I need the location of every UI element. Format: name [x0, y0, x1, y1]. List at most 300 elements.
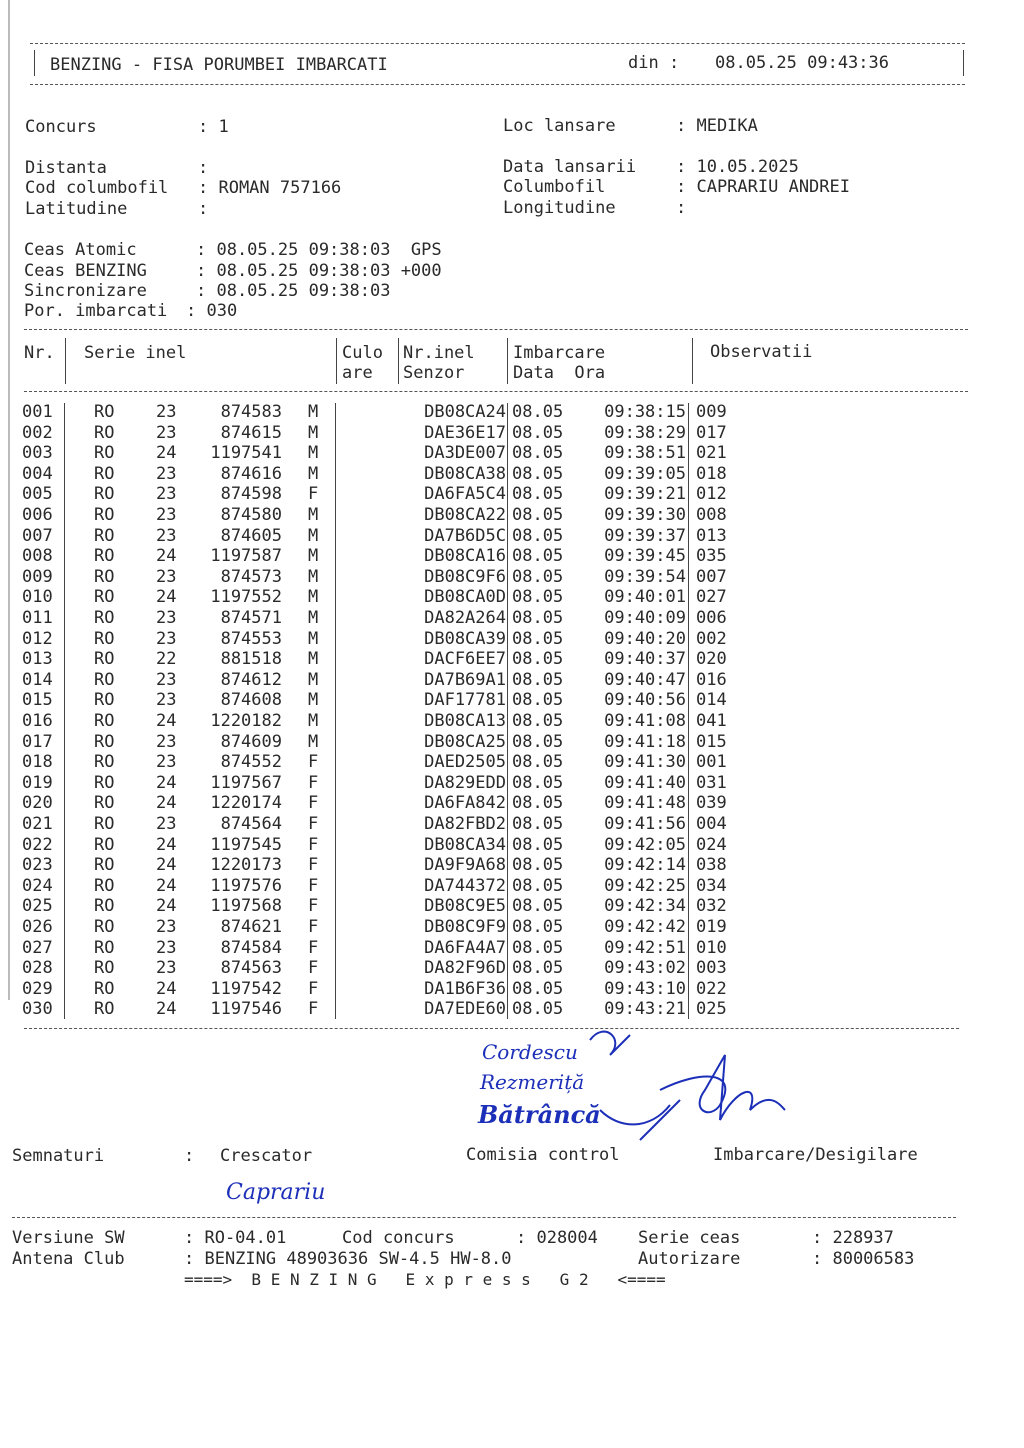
- cell-sex: M: [308, 711, 319, 731]
- cell-country: RO: [94, 896, 115, 917]
- cell-ring-number: 874563: [220, 958, 282, 979]
- cell-nr: 013: [22, 649, 53, 670]
- cell-time: 09:42:42: [604, 917, 686, 937]
- cell-ring-number: 874553: [220, 628, 282, 649]
- versiune-sw-label: Versiune SW: [12, 1228, 125, 1248]
- cell-nr: 002: [22, 422, 53, 443]
- header-sep-5: [692, 338, 693, 384]
- cell-sex: M: [308, 731, 319, 752]
- cell-nr: 015: [22, 690, 53, 711]
- din-label: din :: [628, 53, 680, 73]
- cell-nr: 030: [22, 999, 53, 1020]
- cell-year: 24: [156, 443, 177, 464]
- longitudine-value: :: [676, 198, 687, 218]
- cell-country: RO: [94, 855, 115, 876]
- header-left-border: [34, 50, 35, 76]
- crescator-label: Crescator: [220, 1146, 313, 1166]
- cell-ring-number: 1197568: [210, 896, 282, 917]
- cell-date: 08.05: [512, 875, 564, 896]
- cell-date: 08.05: [512, 546, 564, 567]
- cell-country: RO: [94, 402, 115, 422]
- cell-date: 08.05: [512, 669, 564, 690]
- cell-sensor: DA82FBD2: [424, 814, 506, 834]
- cell-country: RO: [94, 525, 115, 546]
- cell-date: 08.05: [512, 793, 564, 814]
- cell-country: RO: [94, 443, 115, 464]
- cell-country: RO: [94, 463, 115, 484]
- cell-date: 08.05: [512, 649, 564, 670]
- autorizare-label: Autorizare: [638, 1249, 741, 1269]
- cell-sex: M: [308, 690, 319, 711]
- versiune-sw-value: : RO-04.01: [184, 1228, 287, 1248]
- cell-sensor: DA3DE007: [424, 443, 506, 464]
- cell-sensor: DA7EDE60: [424, 999, 506, 1020]
- cod-concurs-value: : 028004: [516, 1228, 598, 1248]
- antena-club-value: : BENZING 48903636 SW-4.5 HW-8.0: [184, 1249, 512, 1269]
- cell-time: 09:41:40: [604, 772, 686, 793]
- latitudine-value: :: [198, 199, 209, 219]
- col-header-imbarcare-2: Data Ora: [513, 363, 606, 383]
- footer-top-border: [12, 1217, 956, 1218]
- cell-date: 08.05: [512, 855, 564, 876]
- cell-date: 08.05: [512, 484, 564, 505]
- cell-sex: F: [308, 999, 319, 1020]
- imbarcare-desigilare-label: Imbarcare/Desigilare: [713, 1145, 918, 1165]
- cell-observatii: 025: [696, 999, 727, 1020]
- cell-country: RO: [94, 711, 115, 731]
- cell-observatii: 008: [696, 505, 727, 525]
- cell-ring-number: 1220182: [210, 711, 282, 731]
- cell-date: 08.05: [512, 463, 564, 484]
- cell-time: 09:41:56: [604, 814, 686, 834]
- cell-time: 09:43:21: [604, 999, 686, 1020]
- cell-nr: 027: [22, 937, 53, 958]
- cell-country: RO: [94, 793, 115, 814]
- cell-time: 09:42:34: [604, 896, 686, 917]
- cell-country: RO: [94, 978, 115, 999]
- cell-year: 24: [156, 999, 177, 1020]
- cell-time: 09:41:08: [604, 711, 686, 731]
- body-sep-2: [335, 403, 336, 1019]
- cell-year: 24: [156, 793, 177, 814]
- cell-sensor: DAF17781: [424, 690, 506, 711]
- cell-year: 23: [156, 731, 177, 752]
- cod-columbofil-value: : ROMAN 757166: [198, 178, 342, 198]
- cell-ring-number: 1197587: [210, 546, 282, 567]
- cell-nr: 006: [22, 505, 53, 525]
- cell-time: 09:39:54: [604, 566, 686, 587]
- cell-nr: 007: [22, 525, 53, 546]
- cell-nr: 023: [22, 855, 53, 876]
- cell-country: RO: [94, 566, 115, 587]
- cell-year: 23: [156, 505, 177, 525]
- cell-ring-number: 1197546: [210, 999, 282, 1020]
- cell-nr: 025: [22, 896, 53, 917]
- cell-time: 09:42:25: [604, 875, 686, 896]
- cell-country: RO: [94, 958, 115, 979]
- cell-year: 24: [156, 834, 177, 855]
- cell-observatii: 024: [696, 834, 727, 855]
- cell-ring-number: 1197552: [210, 587, 282, 608]
- cell-date: 08.05: [512, 690, 564, 711]
- scan-edge: [8, 0, 10, 1000]
- cell-sex: F: [308, 752, 319, 773]
- cell-nr: 011: [22, 608, 53, 628]
- cell-country: RO: [94, 628, 115, 649]
- loc-lansare-value: : MEDIKA: [676, 116, 758, 136]
- col-header-serie-inel: Serie inel: [84, 343, 187, 363]
- cell-sensor: DB08C9E5: [424, 896, 506, 917]
- ceas-benzing-label: Ceas BENZING: [24, 261, 147, 281]
- cell-time: 09:43:02: [604, 958, 686, 979]
- cell-sex: F: [308, 896, 319, 917]
- cell-observatii: 014: [696, 690, 727, 711]
- cell-nr: 010: [22, 587, 53, 608]
- cell-sensor: DB08CA16: [424, 546, 506, 567]
- col-header-culoare-2: are: [342, 363, 373, 383]
- cell-country: RO: [94, 608, 115, 628]
- col-header-observatii: Observatii: [710, 342, 813, 362]
- cell-time: 09:39:37: [604, 525, 686, 546]
- cell-nr: 004: [22, 463, 53, 484]
- header-sep-4: [507, 338, 508, 384]
- cell-observatii: 007: [696, 566, 727, 587]
- cell-country: RO: [94, 752, 115, 773]
- cell-sex: F: [308, 875, 319, 896]
- antena-club-label: Antena Club: [12, 1249, 125, 1269]
- cell-time: 09:40:09: [604, 608, 686, 628]
- cell-sensor: DA7B69A1: [424, 669, 506, 690]
- cell-nr: 018: [22, 752, 53, 773]
- cell-year: 24: [156, 978, 177, 999]
- cell-time: 09:38:15: [604, 402, 686, 422]
- cod-concurs-label: Cod concurs: [342, 1228, 455, 1248]
- cell-observatii: 022: [696, 978, 727, 999]
- cell-country: RO: [94, 731, 115, 752]
- cell-date: 08.05: [512, 958, 564, 979]
- cell-nr: 021: [22, 814, 53, 834]
- cell-time: 09:38:51: [604, 443, 686, 464]
- handwritten-sig-3: Bătrâncă: [478, 1100, 601, 1129]
- cell-ring-number: 1197542: [210, 978, 282, 999]
- cell-sex: F: [308, 978, 319, 999]
- cell-sex: M: [308, 649, 319, 670]
- cell-nr: 029: [22, 978, 53, 999]
- cell-ring-number: 874615: [220, 422, 282, 443]
- cell-observatii: 016: [696, 669, 727, 690]
- cell-observatii: 031: [696, 772, 727, 793]
- cell-observatii: 019: [696, 917, 727, 937]
- crescator-signature: Caprariu: [226, 1180, 326, 1205]
- cell-sensor: DACF6EE7: [424, 649, 506, 670]
- benzing-express-banner: ====> B E N Z I N G E x p r e s s G 2 <====: [184, 1270, 666, 1289]
- cell-date: 08.05: [512, 608, 564, 628]
- cell-year: 22: [156, 649, 177, 670]
- cell-country: RO: [94, 937, 115, 958]
- cell-sex: F: [308, 834, 319, 855]
- cell-sensor: DA6FA4A7: [424, 937, 506, 958]
- cell-ring-number: 874598: [220, 484, 282, 505]
- col-header-nr-inel-1: Nr.inel: [403, 343, 475, 363]
- cell-nr: 017: [22, 731, 53, 752]
- cell-ring-number: 1197541: [210, 443, 282, 464]
- cell-sensor: DAED2505: [424, 752, 506, 773]
- cell-date: 08.05: [512, 978, 564, 999]
- cell-sensor: DA829EDD: [424, 772, 506, 793]
- cell-time: 09:41:30: [604, 752, 686, 773]
- cell-ring-number: 881518: [220, 649, 282, 670]
- cell-observatii: 032: [696, 896, 727, 917]
- cell-year: 23: [156, 628, 177, 649]
- cell-sex: F: [308, 917, 319, 937]
- cell-ring-number: 874580: [220, 505, 282, 525]
- cell-sensor: DB08CA0D: [424, 587, 506, 608]
- cell-ring-number: 874621: [220, 917, 282, 937]
- cell-year: 24: [156, 896, 177, 917]
- cell-country: RO: [94, 772, 115, 793]
- cell-sex: M: [308, 587, 319, 608]
- cell-date: 08.05: [512, 896, 564, 917]
- cell-observatii: 006: [696, 608, 727, 628]
- cell-year: 23: [156, 484, 177, 505]
- cell-time: 09:41:48: [604, 793, 686, 814]
- header-sep-3: [398, 338, 399, 384]
- cell-observatii: 004: [696, 814, 727, 834]
- cell-date: 08.05: [512, 587, 564, 608]
- header-sep-2: [336, 338, 337, 384]
- cell-country: RO: [94, 690, 115, 711]
- serie-ceas-value: : 228937: [812, 1228, 894, 1248]
- cell-nr: 016: [22, 711, 53, 731]
- cell-ring-number: 874609: [220, 731, 282, 752]
- cell-country: RO: [94, 875, 115, 896]
- cell-sensor: DAE36E17: [424, 422, 506, 443]
- cell-sex: M: [308, 628, 319, 649]
- cell-date: 08.05: [512, 402, 564, 422]
- handwritten-sig-2: Rezmeriță: [480, 1070, 585, 1094]
- cell-year: 23: [156, 608, 177, 628]
- cell-year: 23: [156, 917, 177, 937]
- cell-sensor: DA6FA842: [424, 793, 506, 814]
- cell-country: RO: [94, 834, 115, 855]
- col-header-culoare-1: Culo: [342, 343, 383, 363]
- cell-date: 08.05: [512, 731, 564, 752]
- table-header-top-border: [24, 329, 968, 330]
- sincronizare-value: : 08.05.25 09:38:03: [196, 281, 391, 301]
- latitudine-label: Latitudine: [25, 199, 128, 219]
- cell-country: RO: [94, 422, 115, 443]
- cell-time: 09:39:30: [604, 505, 686, 525]
- cell-date: 08.05: [512, 422, 564, 443]
- cell-year: 24: [156, 546, 177, 567]
- cell-observatii: 013: [696, 525, 727, 546]
- data-lansarii-label: Data lansarii: [503, 157, 637, 177]
- cell-date: 08.05: [512, 834, 564, 855]
- cell-observatii: 012: [696, 484, 727, 505]
- cell-time: 09:43:10: [604, 978, 686, 999]
- cell-year: 24: [156, 711, 177, 731]
- cell-year: 23: [156, 690, 177, 711]
- cell-observatii: 003: [696, 958, 727, 979]
- cell-ring-number: 874564: [220, 814, 282, 834]
- body-sep-4: [688, 403, 689, 1019]
- din-value: 08.05.25 09:43:36: [715, 53, 889, 73]
- cell-nr: 003: [22, 443, 53, 464]
- columbofil-label: Columbofil: [503, 177, 606, 197]
- cell-time: 09:39:21: [604, 484, 686, 505]
- cell-observatii: 038: [696, 855, 727, 876]
- cell-observatii: 041: [696, 711, 727, 731]
- longitudine-label: Longitudine: [503, 198, 616, 218]
- cell-observatii: 035: [696, 546, 727, 567]
- cell-date: 08.05: [512, 999, 564, 1020]
- body-sep-3: [507, 403, 508, 1019]
- table-bottom-border: [24, 1028, 959, 1029]
- ceas-atomic-value: : 08.05.25 09:38:03 GPS: [196, 240, 442, 260]
- cell-sex: F: [308, 814, 319, 834]
- concurs-value: : 1: [198, 117, 229, 137]
- cell-ring-number: 1197567: [210, 772, 282, 793]
- cell-sex: M: [308, 546, 319, 567]
- cell-ring-number: 874584: [220, 937, 282, 958]
- col-header-nr-inel-2: Senzor: [403, 363, 465, 383]
- cell-year: 23: [156, 752, 177, 773]
- cell-ring-number: 1220173: [210, 855, 282, 876]
- cell-date: 08.05: [512, 752, 564, 773]
- cell-ring-number: 1197576: [210, 875, 282, 896]
- cell-year: 24: [156, 587, 177, 608]
- cell-country: RO: [94, 999, 115, 1020]
- cod-columbofil-label: Cod columbofil: [25, 178, 169, 198]
- cell-nr: 009: [22, 566, 53, 587]
- cell-sensor: DB08CA25: [424, 731, 506, 752]
- concurs-label: Concurs: [25, 117, 97, 137]
- cell-nr: 008: [22, 546, 53, 567]
- cell-year: 24: [156, 855, 177, 876]
- ceas-benzing-value: : 08.05.25 09:38:03 +000: [196, 261, 442, 281]
- cell-ring-number: 874573: [220, 566, 282, 587]
- cell-sensor: DB08C9F9: [424, 917, 506, 937]
- cell-date: 08.05: [512, 443, 564, 464]
- cell-sex: M: [308, 402, 319, 422]
- cell-nr: 024: [22, 875, 53, 896]
- cell-time: 09:38:29: [604, 422, 686, 443]
- cell-observatii: 015: [696, 731, 727, 752]
- cell-year: 23: [156, 463, 177, 484]
- cell-country: RO: [94, 546, 115, 567]
- cell-nr: 020: [22, 793, 53, 814]
- cell-observatii: 002: [696, 628, 727, 649]
- serie-ceas-label: Serie ceas: [638, 1228, 741, 1248]
- table-header-bottom-border: [24, 391, 968, 392]
- cell-sex: M: [308, 505, 319, 525]
- cell-time: 09:40:20: [604, 628, 686, 649]
- cell-sex: M: [308, 669, 319, 690]
- cell-ring-number: 874583: [220, 402, 282, 422]
- cell-date: 08.05: [512, 917, 564, 937]
- col-header-nr: Nr.: [24, 343, 55, 363]
- document-title: BENZING - FISA PORUMBEI IMBARCATI: [50, 55, 388, 75]
- cell-ring-number: 874552: [220, 752, 282, 773]
- cell-date: 08.05: [512, 628, 564, 649]
- cell-year: 23: [156, 525, 177, 546]
- cell-observatii: 021: [696, 443, 727, 464]
- cell-ring-number: 874608: [220, 690, 282, 711]
- col-header-imbarcare-1: Imbarcare: [513, 343, 606, 363]
- cell-observatii: 010: [696, 937, 727, 958]
- cell-ring-number: 1197545: [210, 834, 282, 855]
- cell-date: 08.05: [512, 937, 564, 958]
- data-lansarii-value: : 10.05.2025: [676, 157, 799, 177]
- cell-ring-number: 874612: [220, 669, 282, 690]
- header-top-border: [30, 43, 965, 44]
- cell-sensor: DA744372: [424, 875, 506, 896]
- cell-date: 08.05: [512, 711, 564, 731]
- cell-nr: 001: [22, 402, 53, 422]
- cell-sex: F: [308, 793, 319, 814]
- cell-sensor: DB08C9F6: [424, 566, 506, 587]
- cell-sex: M: [308, 443, 319, 464]
- cell-sensor: DB08CA13: [424, 711, 506, 731]
- cell-sensor: DA82F96D: [424, 958, 506, 979]
- header-bottom-border: [30, 84, 965, 85]
- semnaturi-separator: :: [184, 1146, 195, 1166]
- cell-nr: 022: [22, 834, 53, 855]
- cell-sensor: DB08CA39: [424, 628, 506, 649]
- cell-sensor: DB08CA24: [424, 402, 506, 422]
- cell-sex: F: [308, 958, 319, 979]
- cell-nr: 005: [22, 484, 53, 505]
- cell-time: 09:40:01: [604, 587, 686, 608]
- cell-sex: F: [308, 937, 319, 958]
- sincronizare-label: Sincronizare: [24, 281, 147, 301]
- cell-observatii: 018: [696, 463, 727, 484]
- cell-year: 23: [156, 669, 177, 690]
- header-sep-1: [65, 338, 66, 384]
- comisia-control-label: Comisia control: [466, 1145, 620, 1165]
- cell-time: 09:40:56: [604, 690, 686, 711]
- columbofil-value: : CAPRARIU ANDREI: [676, 177, 850, 197]
- cell-country: RO: [94, 484, 115, 505]
- cell-time: 09:40:47: [604, 669, 686, 690]
- cell-year: 24: [156, 875, 177, 896]
- body-sep-1: [64, 403, 65, 1019]
- cell-sex: F: [308, 772, 319, 793]
- cell-time: 09:39:45: [604, 546, 686, 567]
- por-imbarcati-label: Por. imbarcati: [24, 301, 168, 321]
- cell-country: RO: [94, 814, 115, 834]
- cell-year: 23: [156, 958, 177, 979]
- cell-observatii: 034: [696, 875, 727, 896]
- cell-ring-number: 874616: [220, 463, 282, 484]
- cell-sex: M: [308, 422, 319, 443]
- cell-time: 09:42:05: [604, 834, 686, 855]
- handwritten-sig-1: Cordescu: [482, 1040, 578, 1064]
- cell-sensor: DA82A264: [424, 608, 506, 628]
- cell-sex: M: [308, 525, 319, 546]
- semnaturi-label: Semnaturi: [12, 1146, 105, 1166]
- cell-sensor: DA9F9A68: [424, 855, 506, 876]
- cell-sensor: DA7B6D5C: [424, 525, 506, 546]
- cell-date: 08.05: [512, 814, 564, 834]
- cell-nr: 019: [22, 772, 53, 793]
- cell-year: 23: [156, 402, 177, 422]
- cell-year: 23: [156, 814, 177, 834]
- cell-sensor: DA1B6F36: [424, 978, 506, 999]
- cell-year: 23: [156, 937, 177, 958]
- ceas-atomic-label: Ceas Atomic: [24, 240, 137, 260]
- cell-ring-number: 1220174: [210, 793, 282, 814]
